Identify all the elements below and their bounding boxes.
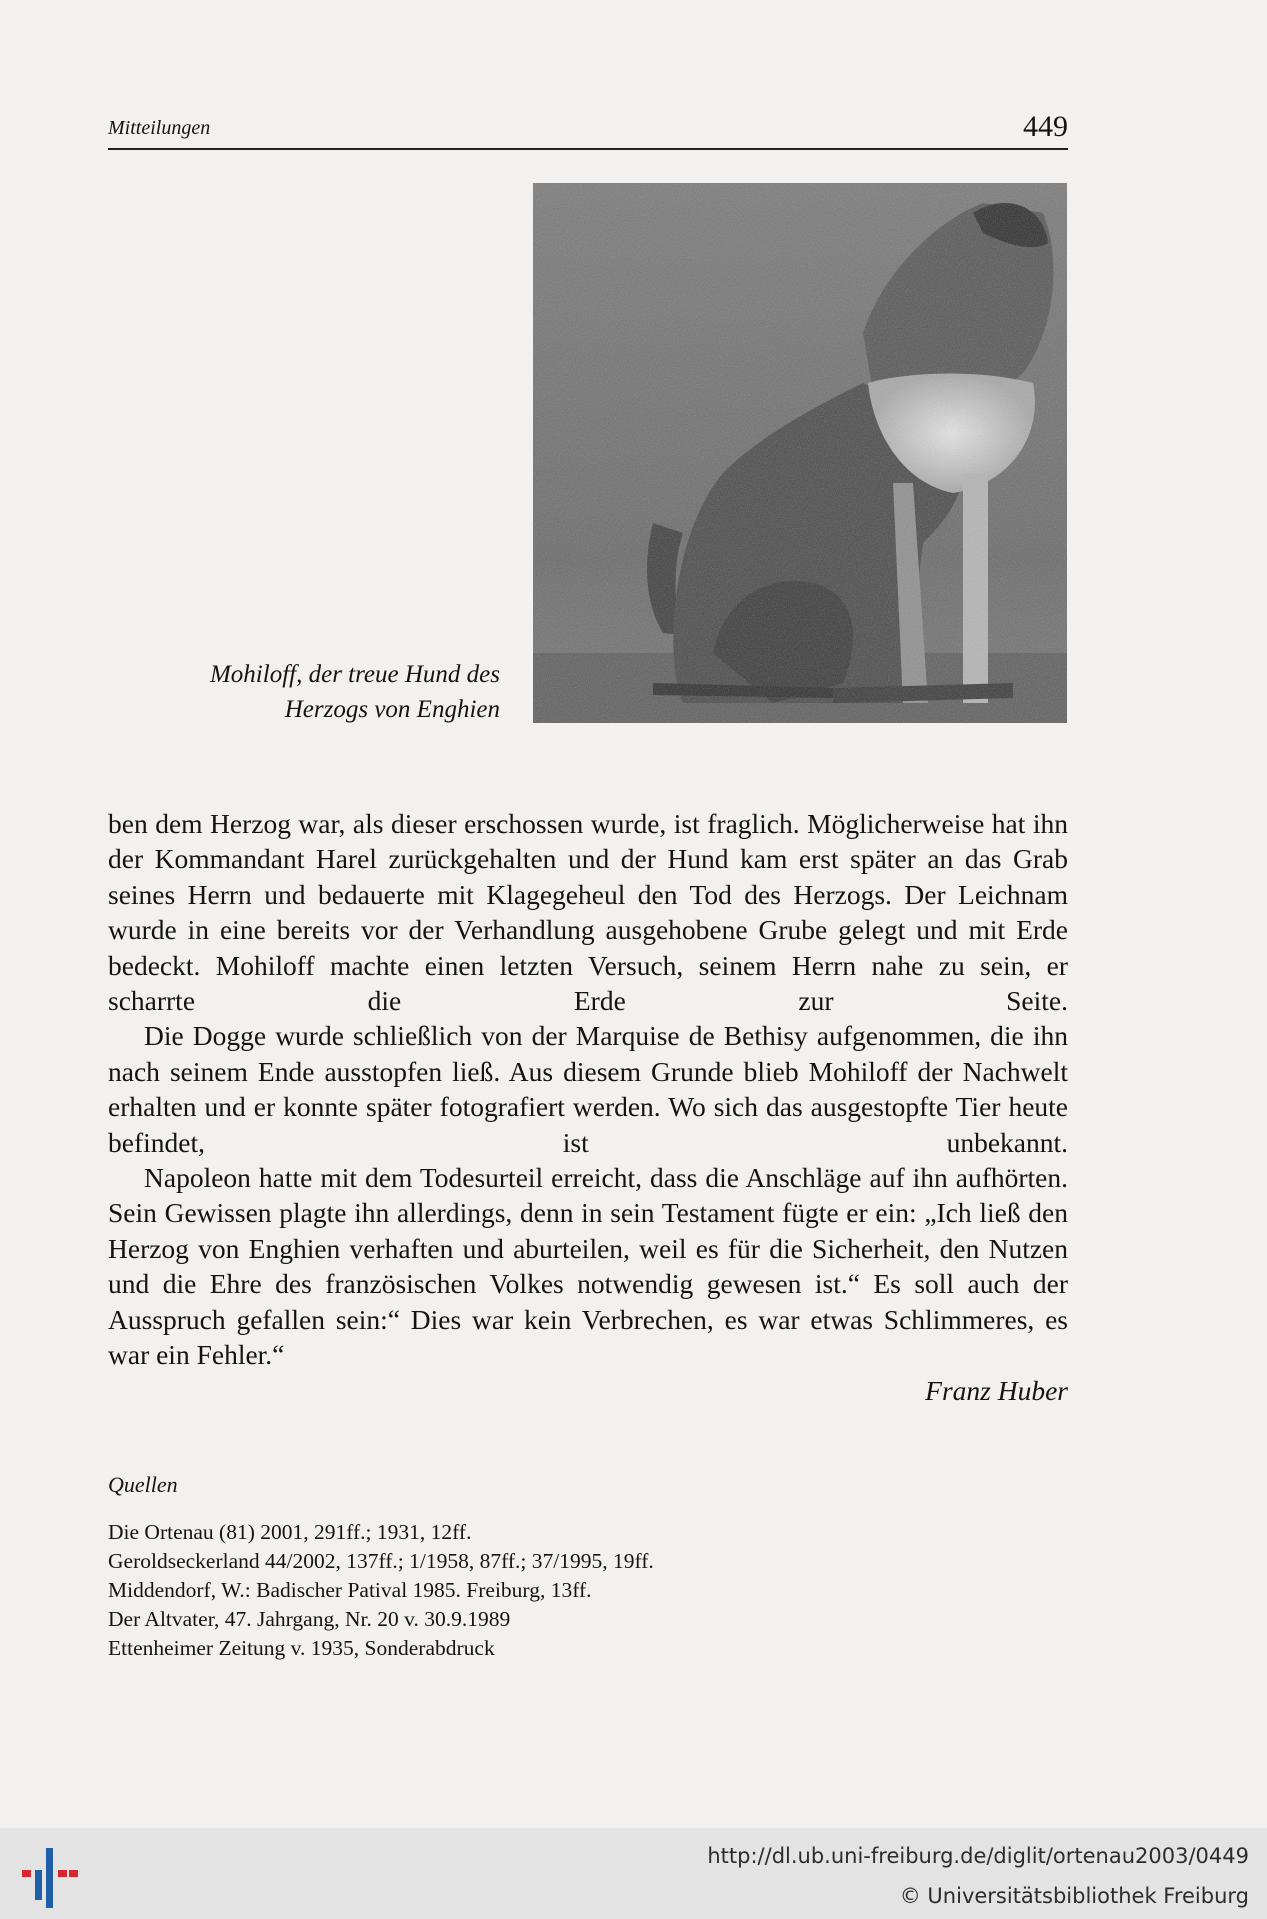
source-item: Der Altvater, 47. Jahrgang, Nr. 20 v. 30.9.1989 [108, 1607, 511, 1631]
source-item: Middendorf, W.: Badischer Patival 1985. Freiburg, 13ff. [108, 1578, 592, 1602]
source-item: Ettenheimer Zeitung v. 1935, Sonderabdruck [108, 1636, 495, 1660]
dog-photo [533, 183, 1067, 723]
sources-list [108, 1518, 654, 1663]
running-head: Mitteilungen [108, 117, 211, 139]
footer-bar [0, 1828, 1267, 1919]
caption-line: Mohiloff, der treue Hund des [209, 661, 500, 688]
caption-line: Herzogs von Enghien [284, 696, 500, 723]
page-header [108, 112, 1068, 150]
article-body [108, 806, 1068, 1408]
copyright-notice: © Universitätsbibliothek Freiburg [899, 1884, 1249, 1908]
source-url-link[interactable]: http://dl.ub.uni-freiburg.de/diglit/ortenau2003/0449 [707, 1844, 1249, 1868]
sources-heading: Quellen [108, 1472, 178, 1497]
author-signature: Franz Huber [925, 1374, 1068, 1406]
paragraph: Die Dogge wurde schließlich von der Marquise de Bethisy aufgenommen, die ihn nach seinem Ende ausstopfen ließ. Aus diesem Grunde blieb Mohiloff der Nachwelt erhalten und er konnte später fotografiert werden. Wo sich das ausgestopfte Tier heute befindet, ist unbekannt. [108, 1020, 1068, 1158]
source-item: Die Ortenau (81) 2001, 291ff.; 1931, 12ff. [108, 1520, 472, 1544]
figure-caption [120, 657, 500, 727]
page-number: 449 [1023, 110, 1068, 143]
source-item: Geroldseckerland 44/2002, 137ff.; 1/1958, 87ff.; 37/1995, 19ff. [108, 1549, 654, 1573]
paragraph: Napoleon hatte mit dem Todesurteil erreicht, dass die Anschläge auf ihn aufhörten. Sein Gewissen plagte ihn allerdings, denn in sein Testament fügte er ein: „Ich ließ den Herzog von Enghien verhaften und aburteilen, weil es für die Sicherheit, den Nutzen und die Ehre des französischen Volkes notwendig gewesen ist.“ Es soll auch der Ausspruch gefallen sein:“ Dies war kein Verbrechen, es war etwas Schlimmeres, es war ein Fehler.“ [108, 1162, 1068, 1371]
dog-photo-icon [533, 183, 1067, 723]
ub-freiburg-logo-icon[interactable] [18, 1844, 82, 1912]
paragraph: ben dem Herzog war, als dieser erschossen wurde, ist fraglich. Möglicherweise hat ihn der Kommandant Harel zurückgehalten und der Hund kam erst später an das Grab seines Herrn und bedauerte mit Klagegeheul den Tod des Herzogs. Der Leichnam wurde in eine bereits vor der Verhandlung ausgehobene Grube gelegt und mit Erde bedeckt. Mohiloff machte einen letzten Versuch, seinem Herrn nahe zu sein, er scharrte die Erde zur Seite. [108, 808, 1068, 1017]
